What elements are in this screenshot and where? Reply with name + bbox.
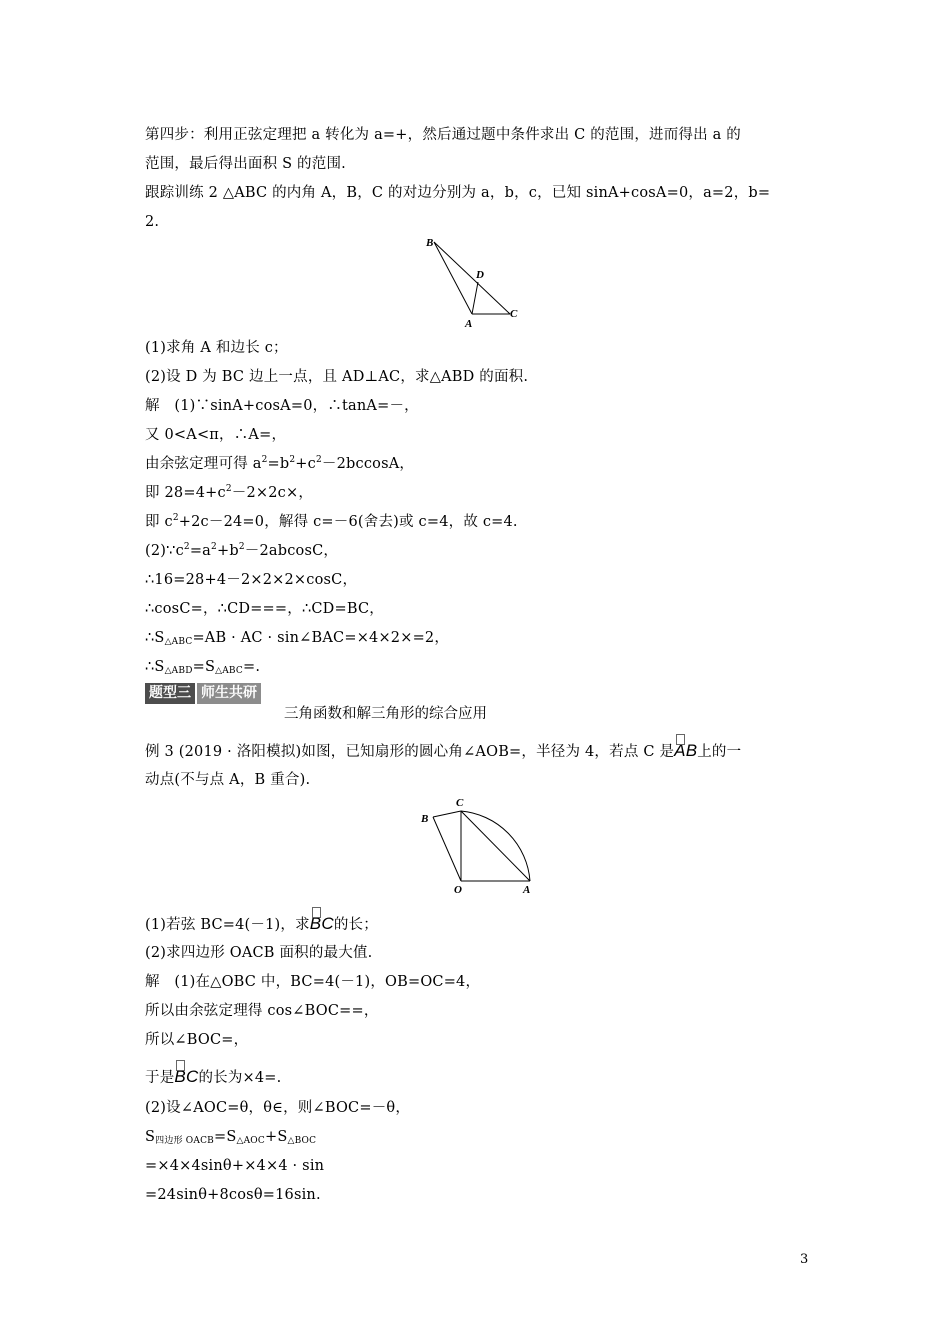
section-badge xyxy=(145,683,261,704)
example-line: 例 3 (2019 · 洛阳模拟)如图，已知扇形的圆心角∠AOB=，半径为 4，若点 C 是AB上的一 xyxy=(145,741,742,760)
triangle-figure xyxy=(420,232,530,332)
sector-figure xyxy=(410,790,550,895)
arc-ab-symbol: AB xyxy=(674,741,698,760)
label-b: B xyxy=(421,813,429,825)
solution-line: 即 $28=4+c^2-2\times 2c\times$， xyxy=(145,484,314,501)
solution-line: (2)设∠AOC=θ，θ∈，则∠BOC=－θ， xyxy=(145,1100,411,1116)
solution-line: 所以由余弦定理得 cos∠BOC==， xyxy=(145,1003,379,1019)
example-line: 动点(不与点 A，B 重合). xyxy=(145,772,311,788)
solution-line: 解 (1)在△OBC 中，BC=4(－1)，OB=OC=4， xyxy=(145,974,481,990)
text-line: 跟踪训练 2 △ABC 的内角 A，B，C 的对边分别为 a，b，c，已知 sinA+cosA=0，a=2，b= xyxy=(145,185,771,201)
text-line: 第四步：利用正弦定理把 a 转化为 a=+，然后通过题中条件求出 C 的范围，进而得出 a 的 xyxy=(145,127,741,143)
badge-type: 题型三 xyxy=(145,683,195,704)
label-d: D xyxy=(476,269,484,281)
label-a: A xyxy=(523,884,531,895)
solution-line: 所以∠BOC=， xyxy=(145,1032,249,1048)
label-b: B xyxy=(426,237,434,249)
solution-line: $(2)\because c^2=a^2+b^2-2abcosC$， xyxy=(145,542,339,559)
solution-line: $S_{四边形 OACB}=S_{\triangle AOC}+S_{\triangle BOC}$ xyxy=(145,1129,317,1146)
question-line: (2)求四边形 OACB 面积的最大值. xyxy=(145,945,373,961)
page-number: 3 xyxy=(800,1252,809,1267)
solution-line: 即 $c^2+2c-24=0$，解得 c=－6(舍去)或 c=4，故 c=4. xyxy=(145,513,518,530)
solution-line: 又 0<A<π，∴A=， xyxy=(145,427,287,443)
label-o: O xyxy=(454,884,462,895)
badge-mode: 师生共研 xyxy=(197,683,261,704)
solution-line: $\therefore S_{\triangle ABC}=AB$ · AC · sin∠BAC=×4×2×=2， xyxy=(145,630,450,647)
question-line: (1)求角 A 和边长 c； xyxy=(145,340,288,356)
label-c: C xyxy=(510,308,518,320)
question-line: (2)设 D 为 BC 边上一点，且 AD⊥AC，求△ABD 的面积. xyxy=(145,369,529,385)
solution-line: 由余弦定理可得 $a^2=b^2+c^2-2bccosA$， xyxy=(145,455,415,472)
label-a: A xyxy=(465,318,473,330)
solution-line: ∴cosC=，∴CD===，∴CD=BC， xyxy=(145,601,384,617)
label-c: C xyxy=(456,797,464,809)
solution-line: =×4×4sinθ+×4×4 · sin xyxy=(145,1158,325,1174)
solution-line: 解 (1)∵sinA+cosA=0，∴tanA=－， xyxy=(145,398,419,414)
arc-bc-symbol: BC xyxy=(309,914,334,933)
text-line: 范围，最后得出面积 S 的范围. xyxy=(145,156,346,172)
section-title: 三角函数和解三角形的综合应用 xyxy=(284,706,487,722)
solution-line: 于是BC的长为×4=. xyxy=(145,1067,282,1086)
question-line: (1)若弦 BC=4(－1)，求BC的长； xyxy=(145,914,378,933)
text-line: 2. xyxy=(145,214,160,230)
solution-line: =24sinθ+8cosθ=16sin. xyxy=(145,1187,321,1203)
solution-line: ∴16=28+4－2×2×2×cosC， xyxy=(145,572,358,588)
solution-line: $\therefore S_{\triangle ABD}=S_{\triangle ABC}=$. xyxy=(145,659,261,676)
arc-bc-symbol: BC xyxy=(174,1067,199,1086)
